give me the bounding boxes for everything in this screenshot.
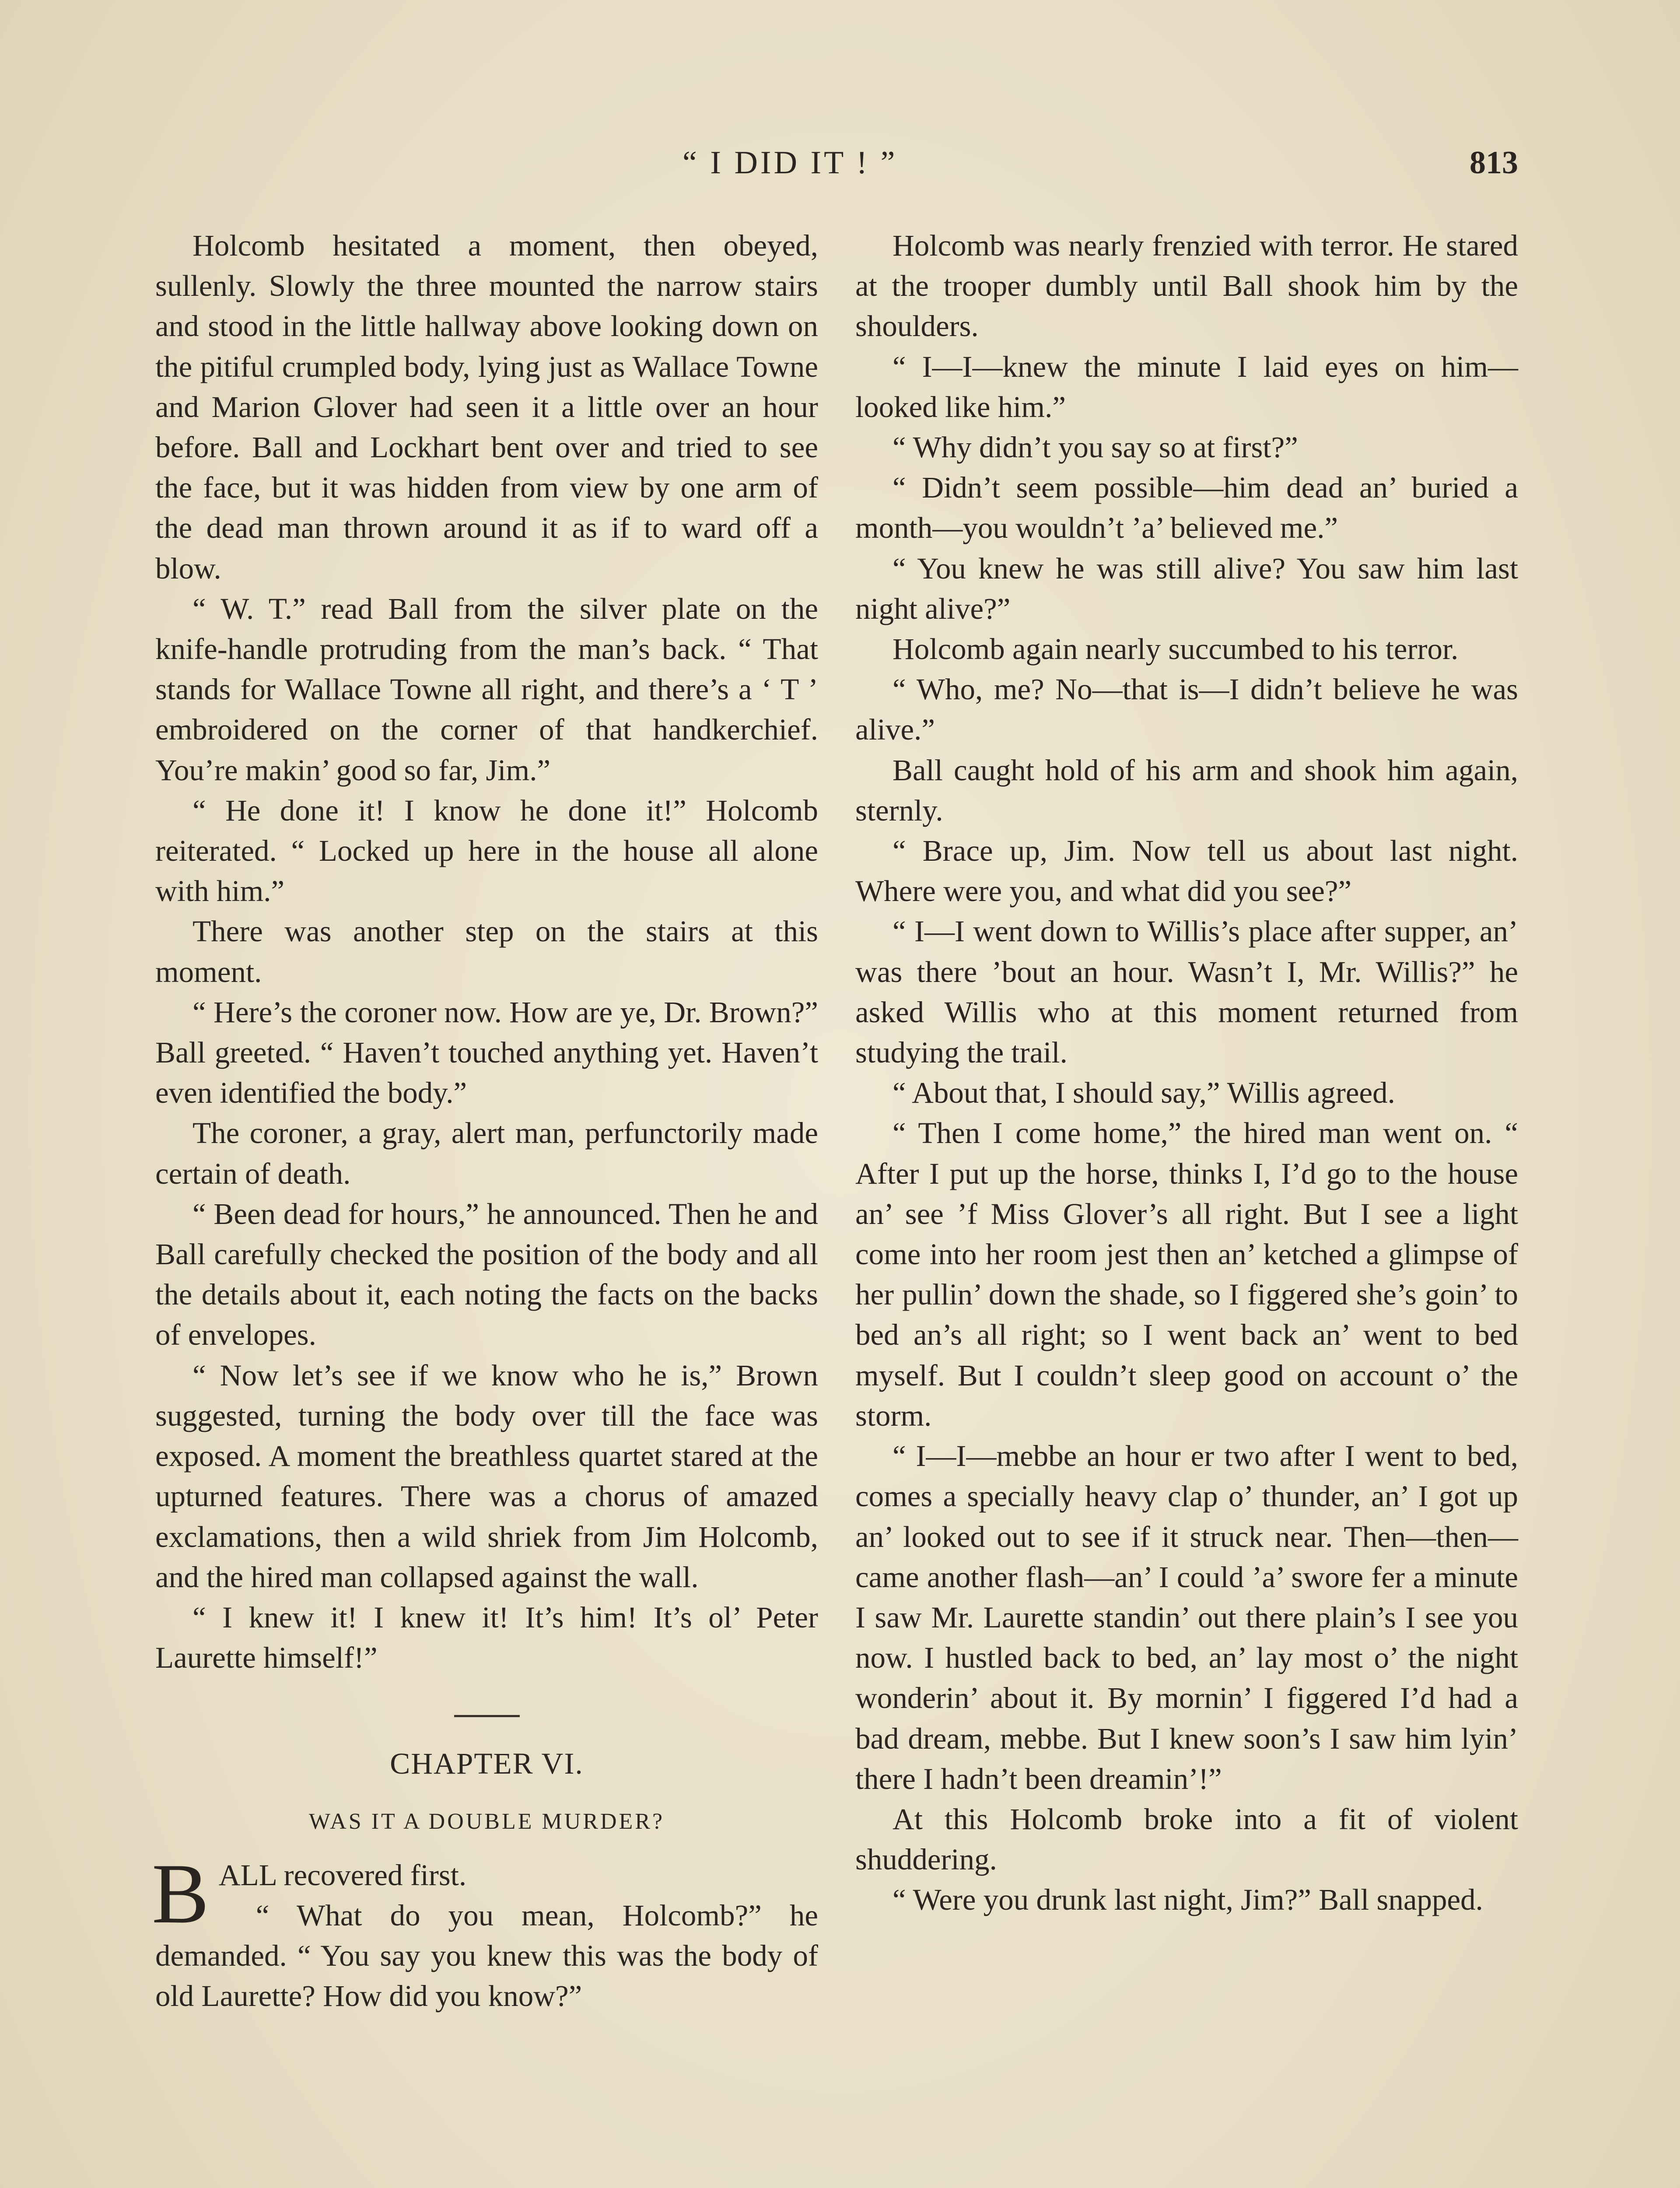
dropcap-rest: ALL recovered first. [218,1858,467,1892]
paragraph: “ Brace up, Jim. Now tell us about last night. Where were you, and what did you see?” [855,834,1518,908]
paragraph: “ Here’s the coroner now. How are ye, Dr. Brown?” Ball greeted. “ Haven’t touched anything yet. Haven’t even identified the body.” [155,995,818,1110]
chapter-subtitle: WAS IT A DOUBLE MURDER? [308,1809,665,1834]
paragraph: At this Holcomb broke into a fit of violent shuddering. [855,1802,1518,1876]
running-head: “ I DID IT ! ” [682,145,898,181]
page-number: 813 [1470,145,1518,181]
paragraph: “ Didn’t seem possible—him dead an’ buried a month—you wouldn’t ’a’ believed me.” [855,471,1518,545]
paragraph: “ What do you mean, Holcomb?” he demanded. “ You say you knew this was the body of old Laurette? How did you know?” [155,1898,818,2013]
right-column [855,225,1518,1920]
paragraph: “ I—I—mebbe an hour er two after I went to bed, comes a specially heavy clap o’ thunder, an’ I got up an’ looked out to see if it struck near. Then—then—came another flash—an’ I could ’a’ swore fer a minute I saw Mr. Laurette standin’ out there plain’s I see you now. I hustled back to bed, an’ lay most o’ the night wonderin’ about it. By mornin’ I figgered I’d had a bad dream, mebbe. But I knew soon’s I saw him lyin’ there I hadn’t been dreamin’!” [855,1439,1518,1795]
dropcap-paragraph [152,1846,818,1941]
paragraph: “ Were you drunk last night, Jim?” Ball snapped. [892,1883,1483,1917]
paragraph: “ About that, I should say,” Willis agreed. [892,1076,1395,1110]
paragraph: “ You knew he was still alive? You saw him last night alive?” [855,551,1518,625]
left-column [152,225,818,2016]
paragraph: “ Why didn’t you say so at first?” [892,431,1298,464]
paragraph: Holcomb was nearly frenzied with terror. He stared at the trooper dumbly until Ball shook him by the shoulders. [855,229,1518,343]
paragraph: “ I—I—knew the minute I laid eyes on him—looked like him.” [855,350,1518,424]
chapter-title: CHAPTER VI. [390,1747,584,1781]
paragraph: “ He done it! I know he done it!” Holcomb reiterated. “ Locked up here in the house all alone with him.” [155,793,818,908]
paragraph: “ Then I come home,” the hired man went on. “ After I put up the horse, thinks I, I’d go to the house an’ see ’f Miss Glover’s all right. But I see a light come into her room jest then an’ ketched a glimpse of her pullin’ down the shade, so I figgered she’s goin’ to bed an’s all right; so I went back an’ went to bed myself. But I couldn’t sleep good on account o’ the storm. [855,1116,1518,1432]
paragraph: Holcomb again nearly succumbed to his terror. [892,632,1459,666]
paragraph: “ W. T.” read Ball from the silver plate on the knife-handle protruding from the man’s back. “ That stands for Wallace Towne all right, and there’s a ‘ T ’ embroidered on the corner of that handkerchief. You’re makin’ good so far, Jim.” [155,592,818,787]
paragraph: “ Been dead for hours,” he announced. Then he and Ball carefully checked the position of the body and all the details about it, each noting the facts on the backs of envelopes. [155,1197,818,1352]
paragraph: The coroner, a gray, alert man, perfunctorily made certain of death. [155,1116,818,1190]
paragraph: Holcomb hesitated a moment, then obeyed, sullenly. Slowly the three mounted the narrow stairs and stood in the little hallway above looking down on the pitiful crumpled body, lying just as Wallace Towne and Marion Glover had seen it a little over an hour before. Ball and Lockhart bent over and tried to see the face, but it was hidden from view by one arm of the dead man thrown around it as if to ward off a blow. [155,229,818,585]
paragraph: “ Who, me? No—that is—I didn’t believe he was alive.” [855,673,1518,747]
paragraph: “ Now let’s see if we know who he is,” Brown suggested, turning the body over till the face was exposed. A moment the breathless quartet stared at the upturned features. There was a chorus of amazed exclamations, then a wild shriek from Jim Holcomb, and the hired man collapsed against the wall. [155,1358,818,1594]
paragraph: “ I—I went down to Willis’s place after supper, an’ was there ’bout an hour. Wasn’t I, Mr. Willis?” he asked Willis who at this moment returned from studying the trail. [855,915,1518,1069]
paragraph: Ball caught hold of his arm and shook him again, sternly. [855,753,1518,827]
paragraph: There was another step on the stairs at this moment. [155,915,818,989]
paragraph: “ I knew it! I knew it! It’s him! It’s ol’ Peter Laurette himself!” [155,1600,818,1675]
section-divider [454,1715,520,1717]
drop-cap: B [152,1846,209,1941]
